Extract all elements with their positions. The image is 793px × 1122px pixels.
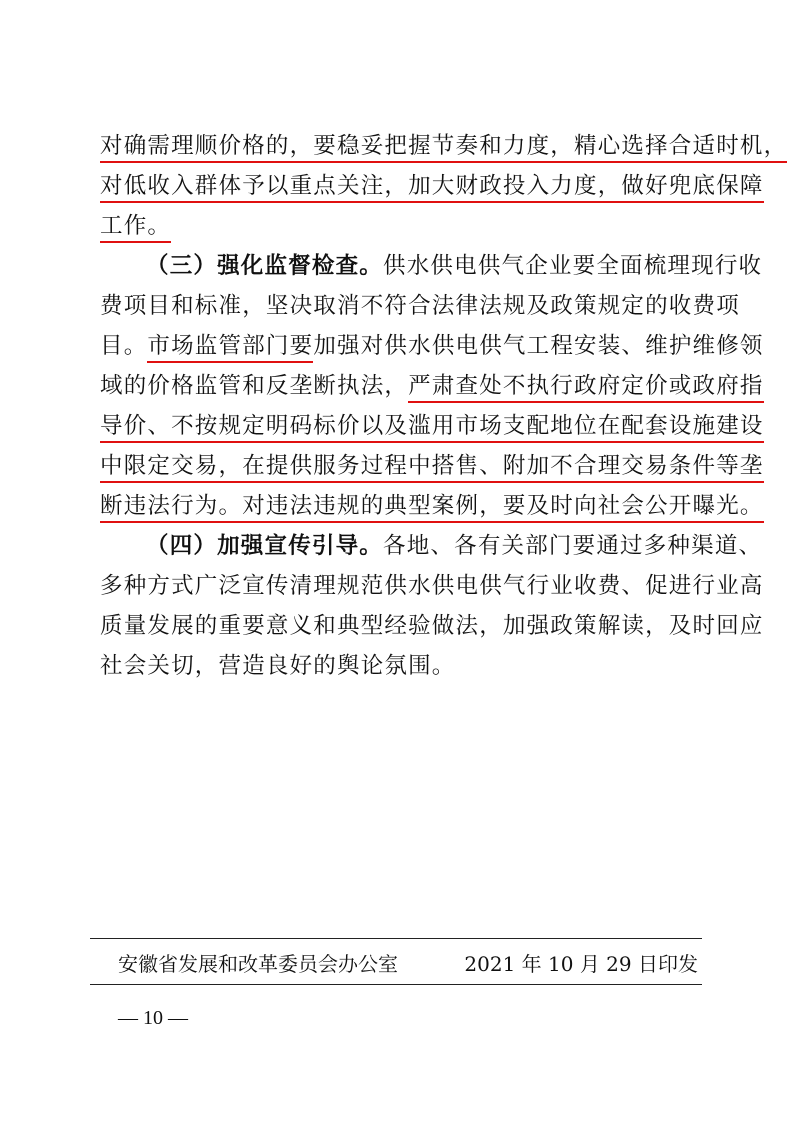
issuer-name: 安徽省发展和改革委员会办公室 bbox=[118, 952, 398, 976]
highlight-underline: 导价、不按规定明码标价以及滥用市场支配地位在配套设施建设 bbox=[100, 413, 764, 443]
highlight-underline: 工作。 bbox=[100, 213, 171, 243]
section4-text: 各地、各有关部门要通过多种渠道、 bbox=[383, 533, 763, 559]
section4-line4 bbox=[100, 646, 700, 686]
highlight-underline: 对低收入群体予以重点关注，加大财政投入力度，做好兜底保障 bbox=[100, 173, 764, 203]
section4-heading: （四）加强宣传引导。 bbox=[146, 533, 384, 559]
section4-line2 bbox=[100, 566, 764, 606]
section4-text: 多种方式广泛宣传清理规范供水供电供气行业收费、促进行业高 bbox=[100, 573, 764, 599]
section3-line5 bbox=[100, 406, 764, 446]
page-number: — 10 — bbox=[118, 1007, 188, 1029]
footer-top-rule bbox=[90, 938, 702, 939]
section3-text: 目。 bbox=[100, 333, 148, 359]
highlight-underline: 市场监管部门要 bbox=[147, 333, 313, 363]
section3-line2 bbox=[100, 286, 740, 326]
section4-line1 bbox=[146, 526, 763, 566]
paragraph1-line1 bbox=[100, 126, 788, 166]
section3-heading: （三）强化监督检查。 bbox=[146, 253, 384, 279]
section3-line6 bbox=[100, 446, 764, 486]
highlight-underline: 对确需理顺价格的，要稳妥把握节奏和力度，精心选择合适时机， bbox=[100, 133, 787, 163]
highlight-underline: 中限定交易，在提供服务过程中搭售、附加不合理交易条件等垄 bbox=[100, 453, 764, 483]
section4-text: 社会关切，营造良好的舆论氛围。 bbox=[100, 653, 456, 679]
section3-text: 域的价格监管和反垄断执法， bbox=[100, 373, 409, 399]
section3-line4 bbox=[100, 366, 764, 406]
section3-text: 供水供电供气企业要全面梳理现行收 bbox=[383, 253, 763, 279]
issue-date: 2021 年 10 月 29 日印发 bbox=[464, 952, 698, 976]
section3-line3 bbox=[100, 326, 764, 366]
section3-text: 费项目和标准，坚决取消不符合法律法规及政策规定的收费项 bbox=[100, 293, 740, 319]
paragraph1-line2 bbox=[100, 166, 764, 206]
paragraph1-line3 bbox=[100, 206, 700, 246]
footer-bottom-rule bbox=[90, 984, 702, 985]
section3-text: 加强对供水供电供气工程安装、维护维修领 bbox=[313, 333, 764, 359]
section3-line1 bbox=[146, 246, 763, 286]
highlight-underline: 严肃查处不执行政府定价或政府指 bbox=[408, 373, 764, 403]
highlight-underline: 断违法行为。对违法违规的典型案例，要及时向社会公开曝光。 bbox=[100, 493, 764, 523]
section4-line3 bbox=[100, 606, 764, 646]
footer-info bbox=[118, 948, 698, 980]
section3-line7 bbox=[100, 486, 764, 526]
section4-text: 质量发展的重要意义和典型经验做法，加强政策解读，及时回应 bbox=[100, 613, 764, 639]
